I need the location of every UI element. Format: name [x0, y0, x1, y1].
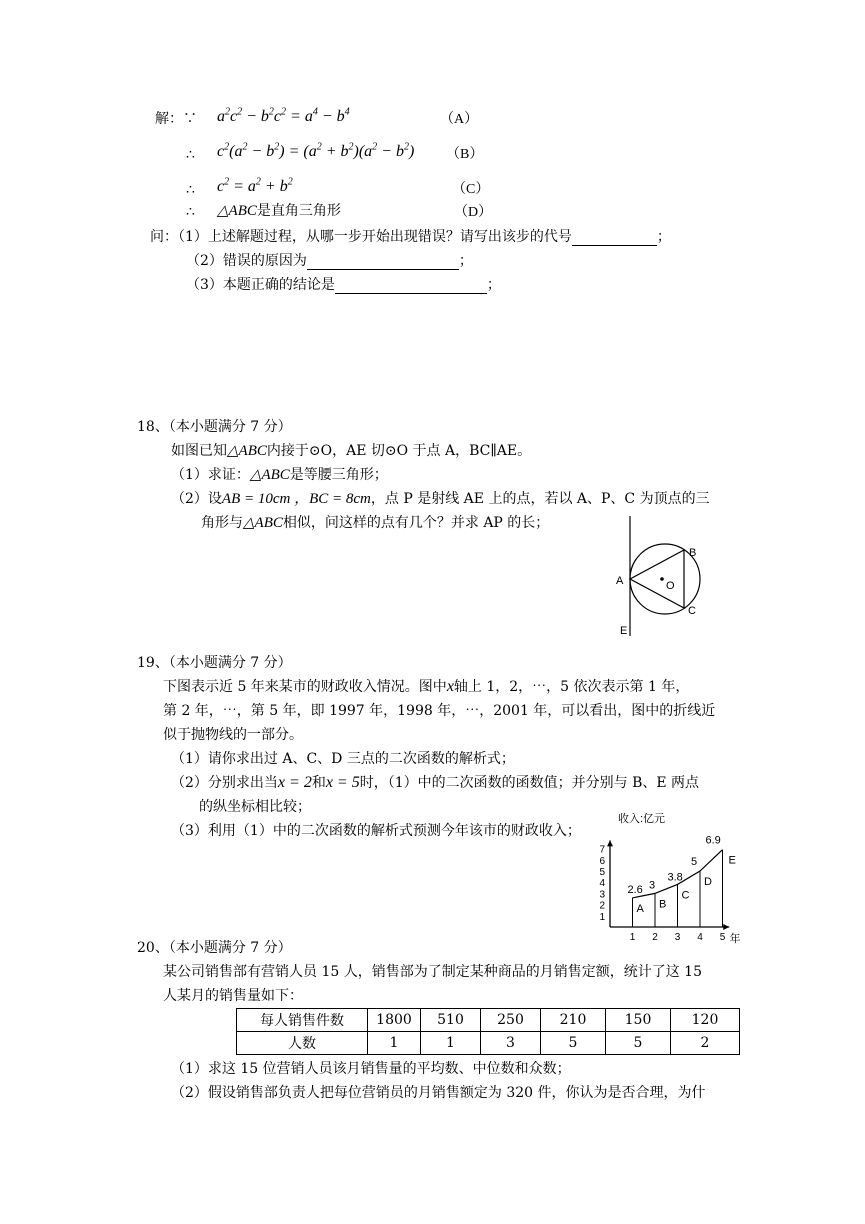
q20-para-2: 人某月的销售量如下：: [163, 988, 303, 1004]
table-cell: 1: [368, 1032, 421, 1055]
sales-table: [236, 1008, 740, 1055]
point-label-B: B: [659, 898, 667, 911]
q19-para-1a: 下图表示近 5 年来某市的财政收入情况。图中: [163, 679, 447, 695]
x-axis-title: 年: [729, 933, 741, 945]
q17-question-3-end: ；: [486, 277, 501, 293]
step-a-tag: （A）: [440, 112, 479, 127]
solve-text: 解：: [155, 111, 183, 127]
table-cell: 120: [671, 1009, 740, 1032]
table-cell: 5: [541, 1032, 606, 1055]
table-cell: 510: [421, 1009, 481, 1032]
therefore-d: ∴: [186, 204, 195, 220]
answer-blank-3[interactable]: [335, 279, 487, 294]
q19-question-2b: 和: [311, 775, 326, 791]
q18-line-4: [201, 514, 549, 532]
value-label-B: 3: [649, 879, 656, 892]
q18-header: 18、（本小题满分 7 分）: [137, 419, 292, 435]
value-label-D: 5: [691, 856, 698, 868]
table-row: [237, 1009, 740, 1032]
q19-para-2: 第 2 年，⋯，第 5 年，即 1997 年，1998 年，⋯，2001 年，可以看出，图中的折线近: [163, 703, 716, 719]
label-a: A: [616, 575, 624, 587]
q18-line-2: [171, 466, 388, 484]
step-b-formula: $c^2(a^2 - b^2) = (a^2 + b^2)(a^2 - b^2)$: [217, 141, 415, 160]
q19-question-2c: 时，（1）中的二次函数的函数值；并分别与 B、E 两点: [359, 775, 700, 791]
label-c: C: [688, 605, 696, 617]
table-cell: 2: [671, 1032, 740, 1055]
q20-question-2: （2）假设销售部负责人把每位营销员的月销售额定为 320 件，你认为是否合理，为什: [171, 1085, 706, 1101]
q19-para-3: 似于抛物线的一部分。: [163, 727, 303, 743]
q19-para-1b: 轴上 1，2，⋯，5 依次表示第 1 年，: [453, 679, 690, 695]
right-triangle-text: 是直角三角形: [256, 203, 341, 219]
y-tick-label: 4: [599, 878, 605, 890]
value-label-E: 6.9: [705, 834, 721, 847]
step-a-formula: $a^2c^2 - b^2c^2 = a^4 - b^4$: [217, 106, 350, 125]
point-label-D: D: [704, 876, 712, 888]
triangle-abc: △ABC: [227, 443, 267, 459]
x-eq-5: x = 5: [325, 774, 360, 791]
value-label-A: 2.6: [627, 883, 643, 896]
table-cell: 1800: [368, 1009, 421, 1032]
q19-header: 19、（本小题满分 7 分）: [137, 655, 292, 671]
point-label-E: E: [728, 854, 736, 867]
q20-para-1: 某公司销售部有营销人员 15 人，销售部为了制定某种商品的月销售定额，统计了这 15: [163, 964, 702, 980]
q17-question-2-end: ；: [458, 253, 473, 269]
solve-label: [155, 110, 197, 128]
point-label-C: C: [681, 889, 690, 902]
point-label-A: A: [636, 902, 644, 915]
q17-question-1-text: 问：（1）上述解题过程，从哪一步开始出现错误？请写出该步的代号: [150, 229, 572, 245]
q19-question-2: [171, 774, 699, 792]
triangle-abc: △ABC: [217, 203, 257, 219]
q18-line-4a: 角形与: [201, 515, 243, 531]
step-c-formula: $c^2 = a^2 + b^2$: [217, 176, 293, 195]
x-variable: x: [446, 678, 454, 695]
q20-question-1: （1）求这 15 位营销人员该月销售量的平均数、中位数和众数；: [171, 1061, 571, 1077]
chart-bars: [633, 850, 723, 927]
label-o: O: [666, 580, 675, 592]
x-tick-label: 4: [697, 932, 703, 943]
q18-condition: AB = 10cm ，BC = 8cm: [221, 491, 371, 507]
step-b-tag: （B）: [446, 147, 484, 162]
table-cell: 210: [541, 1009, 606, 1032]
therefore-b: ∴: [186, 147, 195, 163]
q19-question-2-cont: 的纵坐标相比较；: [199, 799, 311, 815]
y-axis-arrow: [607, 840, 613, 846]
q17-question-3-text: （3）本题正确的结论是: [186, 277, 335, 293]
income-chart: [585, 800, 750, 948]
q17-question-1: [150, 228, 671, 246]
table-cell: 3: [481, 1032, 541, 1055]
table-cell: 每人销售件数: [237, 1009, 368, 1032]
because-symbol: ∵: [183, 111, 197, 127]
q18-line-1a: 如图已知: [171, 443, 227, 459]
x-tick-label: 2: [652, 932, 658, 943]
q17-question-3: [186, 276, 501, 294]
q18-line-1: [171, 442, 531, 460]
triangle-abc-shape: [630, 550, 684, 608]
step-d-tag: （D）: [454, 205, 493, 220]
table-cell: 250: [481, 1009, 541, 1032]
table-cell: 人数: [237, 1032, 368, 1055]
circle-figure: [600, 510, 730, 640]
triangle-abc: △ABC: [249, 467, 290, 483]
x-tick-label: 5: [719, 932, 726, 943]
q18-line-1b: 内接于⊙O，AE 切⊙O 于点 A，BC∥AE。: [266, 443, 532, 459]
label-b: B: [689, 547, 697, 559]
q17-question-2: [186, 252, 473, 270]
label-e: E: [620, 625, 628, 637]
q19-para-1: [163, 678, 689, 696]
x-tick-label: 3: [674, 932, 681, 943]
y-tick-label: 3: [599, 889, 605, 901]
y-tick-label: 5: [599, 867, 605, 878]
value-label-C: 3.8: [667, 871, 683, 884]
q19-question-3: （3）利用（1）中的二次函数的解析式预测今年该市的财政收入；: [171, 823, 581, 839]
q18-line-3b: ，点 P 是射线 AE 上的点，若以 A、P、C 为顶点的三: [370, 491, 710, 507]
step-c-tag: （C）: [452, 182, 490, 197]
answer-blank-1[interactable]: [572, 231, 657, 246]
q18-line-3: [171, 490, 710, 508]
table-cell: 5: [606, 1032, 671, 1055]
table-row: [237, 1032, 740, 1055]
y-tick-label: 6: [599, 855, 605, 867]
q20-header: 20、（本小题满分 7 分）: [137, 940, 292, 956]
triangle-abc: △ABC: [243, 515, 283, 531]
q17-question-2-text: （2）错误的原因为: [186, 253, 307, 269]
therefore-c: ∴: [186, 182, 195, 198]
q18-line-2a: （1）求证：: [171, 467, 250, 483]
table-cell: 1: [421, 1032, 481, 1055]
q17-question-1-end: ；: [656, 229, 671, 245]
answer-blank-2[interactable]: [307, 255, 459, 270]
x-axis-arrow: [723, 924, 729, 930]
y-tick-label: 2: [599, 900, 605, 912]
y-axis-title: 收入:亿元: [618, 813, 666, 825]
y-tick-label: 1: [599, 911, 605, 923]
q19-question-1: （1）请你求出过 A、C、D 三点的二次函数的解析式；: [171, 751, 515, 767]
step-d-text: [217, 202, 341, 220]
y-tick-label: 7: [599, 844, 605, 856]
q18-line-3a: （2）设: [171, 491, 222, 507]
q18-line-4b: 相似，问这样的点有几个？并求 AP 的长；: [282, 515, 550, 531]
x-tick-label: 1: [629, 932, 636, 943]
q19-question-2a: （2）分别求出当: [171, 775, 278, 791]
x-eq-2: x = 2: [277, 774, 312, 791]
center-point-o: [660, 577, 664, 581]
chart-ticks: [599, 845, 725, 943]
table-cell: 150: [606, 1009, 671, 1032]
q18-line-2b: 是等腰三角形；: [289, 467, 388, 483]
